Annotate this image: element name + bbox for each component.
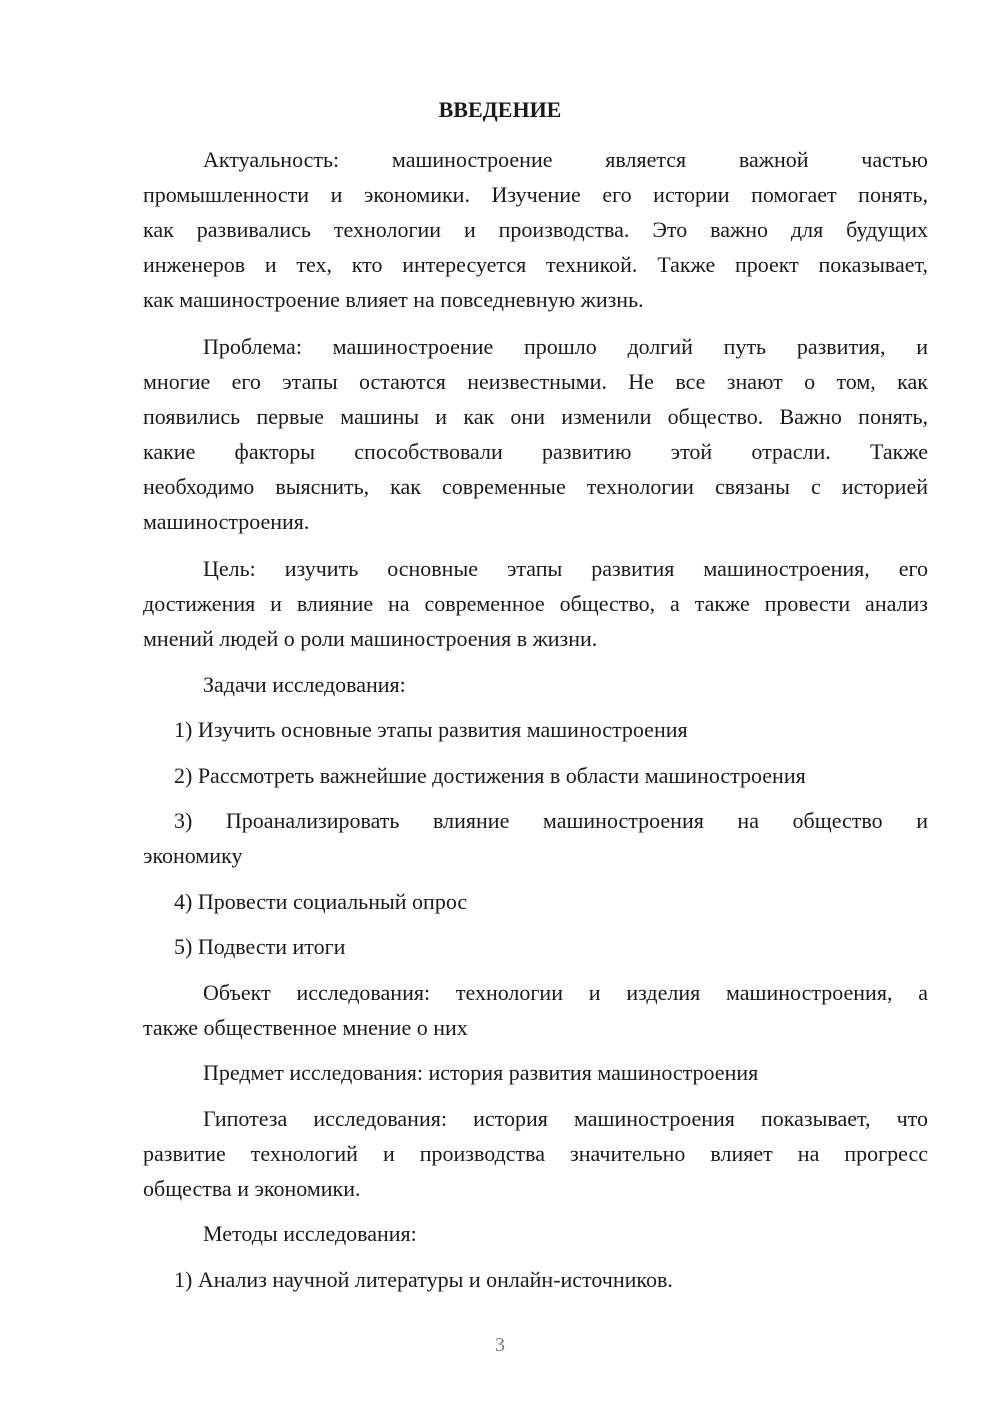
hypothesis-line: общества и экономики.: [143, 1176, 361, 1201]
relevance-line: как машиностроение влияет на повседневную жизнь.: [143, 287, 644, 312]
problem-line: машиностроения.: [143, 509, 310, 534]
problem-line: Проблема: машиностроение прошло долгий путь развития, и: [203, 334, 928, 359]
relevance-line: промышленности и экономики. Изучение его истории помогает понять,: [143, 182, 928, 207]
task-item-3: [143, 803, 928, 873]
hypothesis-line: Гипотеза исследования: история машиностроения показывает, что: [203, 1106, 928, 1131]
task-item-5: 5) Подвести итоги: [174, 934, 346, 959]
object-line: Объект исследования: технологии и изделия машиностроения, а: [203, 980, 928, 1005]
goal-line: достижения и влияние на современное общество, а также провести анализ: [143, 591, 928, 616]
problem-paragraph: [143, 329, 928, 539]
hypothesis-paragraph: [143, 1101, 928, 1206]
object-paragraph: [143, 975, 928, 1045]
goal-line: Цель: изучить основные этапы развития машиностроения, его: [203, 556, 928, 581]
goal-line: мнений людей о роли машиностроения в жизни.: [143, 626, 598, 651]
problem-line: необходимо выяснить, как современные технологии связаны с историей: [143, 474, 928, 499]
problem-line: какие факторы способствовали развитию этой отрасли. Также: [143, 439, 928, 464]
subject-paragraph: Предмет исследования: история развития машиностроения: [203, 1060, 759, 1085]
page-title: ВВЕДЕНИЕ: [438, 97, 562, 122]
method-item-1: 1) Анализ научной литературы и онлайн-источников.: [174, 1267, 673, 1292]
relevance-line: инженеров и тех, кто интересуется техникой. Также проект показывает,: [143, 252, 928, 277]
task-item-1: 1) Изучить основные этапы развития машиностроения: [174, 717, 688, 742]
relevance-line: Актуальность: машиностроение является важной частью: [203, 147, 928, 172]
task-item-4: 4) Провести социальный опрос: [174, 889, 468, 914]
task-item-3-line: экономику: [143, 843, 243, 868]
problem-line: появились первые машины и как они изменили общество. Важно понять,: [143, 404, 928, 429]
problem-line: многие его этапы остаются неизвестными. Не все знают о том, как: [143, 369, 928, 394]
relevance-line: как развивались технологии и производства. Это важно для будущих: [143, 217, 928, 242]
goal-paragraph: [143, 551, 928, 656]
hypothesis-line: развитие технологий и производства значительно влияет на прогресс: [143, 1141, 928, 1166]
methods-heading: Методы исследования:: [203, 1221, 417, 1246]
object-line: также общественное мнение о них: [143, 1015, 468, 1040]
task-item-2: 2) Рассмотреть важнейшие достижения в области машиностроения: [174, 763, 806, 788]
tasks-heading: Задачи исследования:: [203, 672, 406, 697]
page-number: 3: [495, 1334, 505, 1356]
relevance-paragraph: [143, 142, 928, 317]
task-item-3-line: 3) Проанализировать влияние машиностроения на общество и: [174, 808, 928, 833]
